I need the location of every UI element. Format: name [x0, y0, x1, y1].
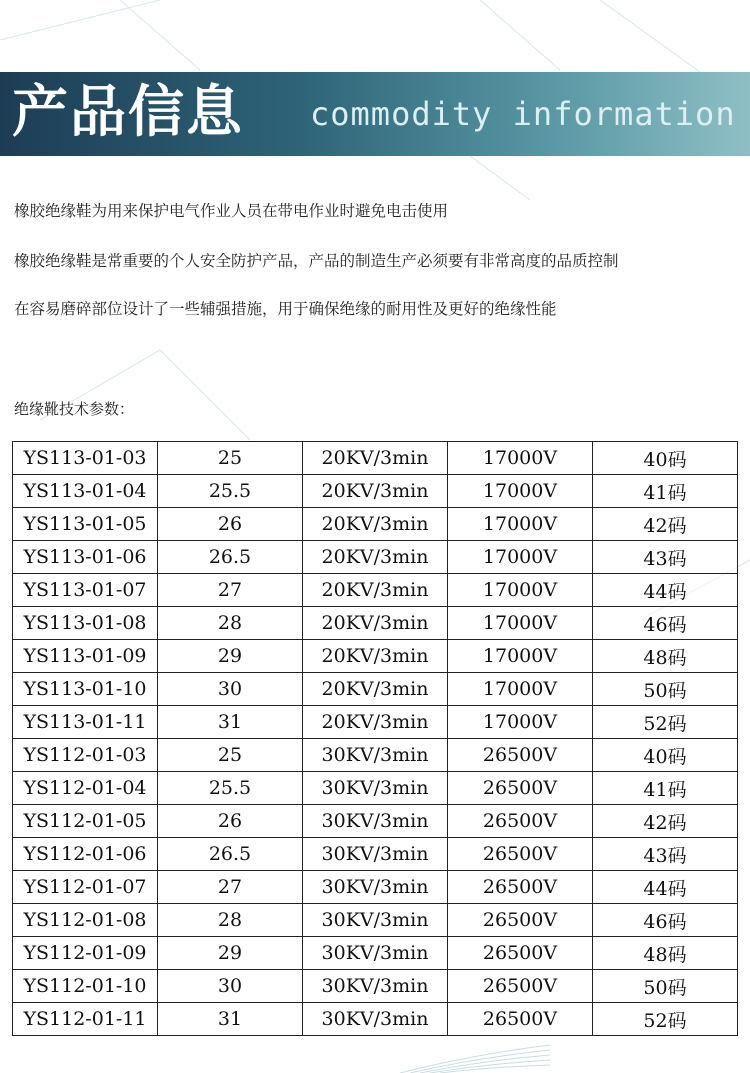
intro-paragraph: 橡胶绝缘鞋是常重要的个人安全防护产品，产品的制造生产必须要有非常高度的品质控制	[14, 252, 619, 270]
table-cell: 26500V	[448, 937, 593, 970]
table-cell: 25.5	[158, 475, 303, 508]
table-cell: 52码	[593, 706, 738, 739]
table-cell: 40码	[593, 442, 738, 475]
table-cell: YS113-01-03	[13, 442, 158, 475]
table-cell: 27	[158, 871, 303, 904]
table-cell: 20KV/3min	[303, 475, 448, 508]
table-cell: 17000V	[448, 706, 593, 739]
table-cell: 20KV/3min	[303, 640, 448, 673]
table-cell: YS112-01-03	[13, 739, 158, 772]
table-cell: 27	[158, 574, 303, 607]
table-cell: YS113-01-06	[13, 541, 158, 574]
table-cell: YS112-01-08	[13, 904, 158, 937]
table-row	[13, 937, 738, 970]
table-row	[13, 805, 738, 838]
table-cell: YS112-01-06	[13, 838, 158, 871]
table-cell: YS112-01-07	[13, 871, 158, 904]
table-row	[13, 1003, 738, 1036]
table-cell: 30KV/3min	[303, 838, 448, 871]
table-cell: 41码	[593, 772, 738, 805]
spec-table	[12, 441, 738, 1036]
table-row	[13, 904, 738, 937]
table-cell: 26500V	[448, 805, 593, 838]
table-cell: YS113-01-08	[13, 607, 158, 640]
table-cell: 17000V	[448, 541, 593, 574]
page-subtitle: commodity information	[310, 95, 736, 133]
table-cell: 26500V	[448, 904, 593, 937]
table-cell: 29	[158, 937, 303, 970]
intro-paragraph: 橡胶绝缘鞋为用来保护电气作业人员在带电作业时避免电击使用	[14, 202, 449, 220]
table-cell: YS112-01-11	[13, 1003, 158, 1036]
table-cell: 52码	[593, 1003, 738, 1036]
table-cell: 26500V	[448, 838, 593, 871]
table-cell: 28	[158, 904, 303, 937]
table-row	[13, 442, 738, 475]
table-row	[13, 739, 738, 772]
table-cell: 26500V	[448, 1003, 593, 1036]
table-cell: YS113-01-10	[13, 673, 158, 706]
table-row	[13, 706, 738, 739]
table-cell: 50码	[593, 970, 738, 1003]
table-cell: 17000V	[448, 442, 593, 475]
table-cell: 20KV/3min	[303, 508, 448, 541]
table-cell: 20KV/3min	[303, 706, 448, 739]
table-cell: 40码	[593, 739, 738, 772]
table-cell: 30KV/3min	[303, 904, 448, 937]
table-cell: YS112-01-09	[13, 937, 158, 970]
table-caption: 绝缘靴技术参数：	[14, 400, 135, 418]
table-cell: 46码	[593, 607, 738, 640]
table-cell: YS113-01-11	[13, 706, 158, 739]
table-row	[13, 508, 738, 541]
table-cell: 29	[158, 640, 303, 673]
table-cell: 44码	[593, 871, 738, 904]
table-cell: 30	[158, 673, 303, 706]
table-cell: 28	[158, 607, 303, 640]
table-cell: 20KV/3min	[303, 574, 448, 607]
table-cell: 30KV/3min	[303, 805, 448, 838]
table-cell: 26500V	[448, 739, 593, 772]
table-cell: 20KV/3min	[303, 673, 448, 706]
table-cell: 17000V	[448, 673, 593, 706]
table-row	[13, 673, 738, 706]
table-cell: YS113-01-05	[13, 508, 158, 541]
header-banner	[0, 72, 750, 156]
table-cell: 17000V	[448, 574, 593, 607]
intro-paragraph: 在容易磨碎部位设计了一些辅强措施，用于确保绝缘的耐用性及更好的绝缘性能	[14, 300, 557, 318]
table-row	[13, 574, 738, 607]
table-row	[13, 541, 738, 574]
table-cell: 30KV/3min	[303, 772, 448, 805]
table-row	[13, 970, 738, 1003]
table-cell: 41码	[593, 475, 738, 508]
table-cell: 20KV/3min	[303, 541, 448, 574]
table-cell: 26500V	[448, 970, 593, 1003]
table-cell: 20KV/3min	[303, 442, 448, 475]
table-cell: 31	[158, 1003, 303, 1036]
table-cell: 26500V	[448, 871, 593, 904]
table-cell: 46码	[593, 904, 738, 937]
table-cell: 26.5	[158, 838, 303, 871]
table-cell: 30KV/3min	[303, 1003, 448, 1036]
table-cell: YS113-01-07	[13, 574, 158, 607]
table-cell: 26.5	[158, 541, 303, 574]
table-cell: YS112-01-05	[13, 805, 158, 838]
table-cell: 30KV/3min	[303, 871, 448, 904]
table-cell: YS112-01-04	[13, 772, 158, 805]
table-cell: 17000V	[448, 475, 593, 508]
table-row	[13, 640, 738, 673]
table-row	[13, 475, 738, 508]
table-cell: 26	[158, 508, 303, 541]
table-row	[13, 607, 738, 640]
table-row	[13, 838, 738, 871]
table-cell: 30KV/3min	[303, 937, 448, 970]
table-cell: 25	[158, 739, 303, 772]
table-cell: 30KV/3min	[303, 739, 448, 772]
table-cell: 44码	[593, 574, 738, 607]
table-cell: 26	[158, 805, 303, 838]
table-cell: 30	[158, 970, 303, 1003]
table-cell: 25	[158, 442, 303, 475]
table-cell: YS113-01-04	[13, 475, 158, 508]
table-cell: YS112-01-10	[13, 970, 158, 1003]
table-cell: 43码	[593, 838, 738, 871]
table-cell: 17000V	[448, 640, 593, 673]
table-row	[13, 871, 738, 904]
table-cell: 17000V	[448, 607, 593, 640]
page-title: 产品信息	[12, 80, 244, 145]
table-cell: 43码	[593, 541, 738, 574]
table-cell: 42码	[593, 508, 738, 541]
table-cell: 20KV/3min	[303, 607, 448, 640]
table-cell: 17000V	[448, 508, 593, 541]
table-cell: 31	[158, 706, 303, 739]
table-cell: 25.5	[158, 772, 303, 805]
table-cell: YS113-01-09	[13, 640, 158, 673]
table-cell: 26500V	[448, 772, 593, 805]
table-cell: 48码	[593, 640, 738, 673]
table-cell: 30KV/3min	[303, 970, 448, 1003]
table-cell: 42码	[593, 805, 738, 838]
table-row	[13, 772, 738, 805]
table-cell: 48码	[593, 937, 738, 970]
table-cell: 50码	[593, 673, 738, 706]
